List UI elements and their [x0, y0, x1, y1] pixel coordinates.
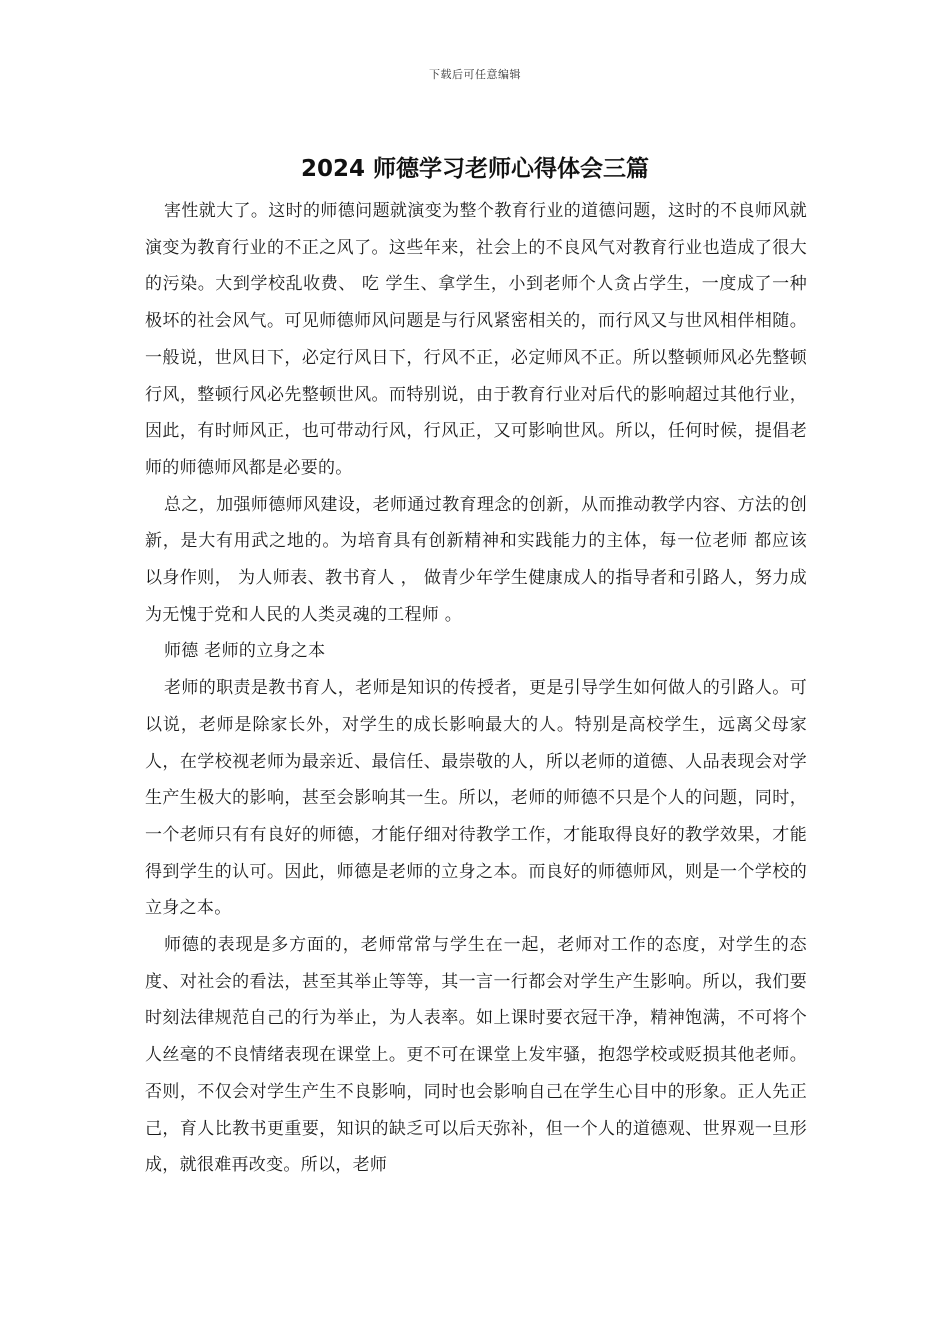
- paragraph: 害性就大了。这时的师德问题就演变为整个教育行业的道德问题，这时的不良师风就演变为教育行业的不正之风了。这些年来，社会上的不良风气对教育行业也造成了很大的污染。大到学校乱收费、 吃 学生、拿学生，小到老师个人贪占学生，一度成了一种极坏的社会风气。可见师德师风问题是与行风紧密相关的，而行风又与世风相伴相随。一般说，世风日下，必定行风日下，行风不正，必定师风不正。所以整顿师风必先整顿行风，整顿行风必先整顿世风。而特别说，由于教育行业对后代的影响超过其他行业，因此，有时师风正，也可带动行风，行风正，又可影响世风。所以，任何时候，提倡老师的师德师风都是必要的。: [145, 201, 807, 478]
- section-heading: 师德 老师的立身之本: [164, 641, 326, 662]
- document-title: 2024 师德学习老师心得体会三篇: [300, 156, 650, 182]
- paragraph: 师德的表现是多方面的，老师常常与学生在一起，老师对工作的态度，对学生的态度、对社会的看法，甚至其举止等等，其一言一行都会对学生产生影响。所以，我们要时刻法律规范自己的行为举止，为人表率。如上课时要衣冠干净，精神饱满，不可将个人丝毫的不良情绪表现在课堂上。更不可在课堂上发牢骚，抱怨学校或贬损其他老师。否则，不仅会对学生产生不良影响，同时也会影响自己在学生心目中的形象。正人先正己，育人比教书更重要，知识的缺乏可以后天弥补，但一个人的道德观、世界观一旦形成，就很难再改变。所以，老师: [145, 935, 807, 1176]
- header-note: 下载后可任意编辑: [429, 68, 521, 81]
- document-body: [145, 193, 807, 1184]
- paragraph: 老师的职责是教书育人，老师是知识的传授者，更是引导学生如何做人的引路人。可以说，老师是除家长外，对学生的成长影响最大的人。特别是高校学生，远离父母家人，在学校视老师为最亲近、最信任、最崇敬的人，所以老师的道德、人品表现会对学生产生极大的影响，甚至会影响其一生。所以，老师的师德不只是个人的问题，同时，一个老师只有有良好的师德，才能仔细对待教学工作，才能取得良好的教学效果，才能得到学生的认可。因此，师德是老师的立身之本。而良好的师德师风，则是一个学校的立身之本。: [145, 678, 807, 919]
- paragraph: 总之，加强师德师风建设，老师通过教育理念的创新，从而推动教学内容、方法的创新，是大有用武之地的。为培育具有创新精神和实践能力的主体，每一位老师 都应该以身作则， 为人师表、教书育人 ， 做青少年学生健康成人的指导者和引路人，努力成为无愧于党和人民的人类灵魂的工程师 。: [145, 494, 807, 625]
